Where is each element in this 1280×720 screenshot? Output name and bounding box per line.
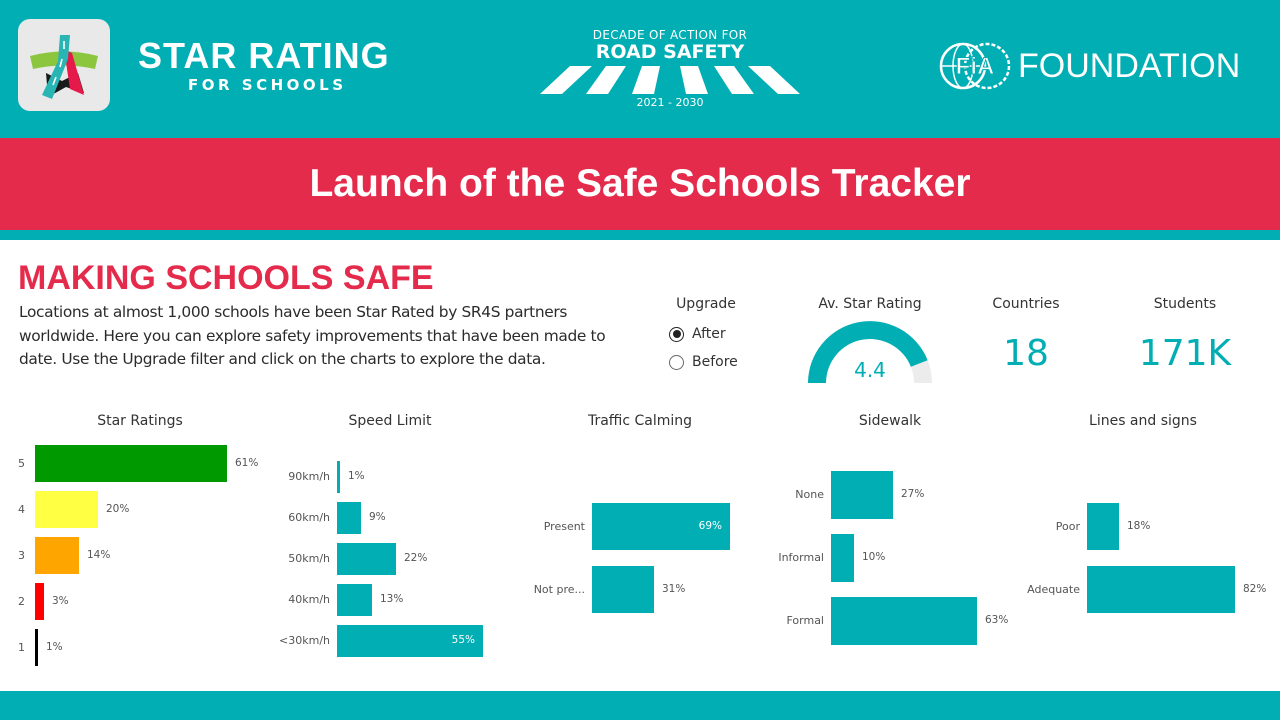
bar-formal[interactable] [831, 597, 977, 645]
bar-60km-h[interactable] [337, 502, 361, 534]
decade-logo-years: 2021 - 2030 [636, 96, 704, 109]
chart-title: Sidewalk [858, 413, 922, 429]
option-label: Before [692, 354, 738, 370]
value-label: 69% [698, 519, 722, 532]
bar-90km-h[interactable] [337, 461, 340, 493]
value-label: 13% [380, 593, 404, 605]
fia-globe-logo [937, 41, 1013, 95]
value-label: 20% [106, 502, 130, 515]
category-label: Present [543, 519, 585, 533]
upgrade-option-after[interactable] [669, 326, 726, 342]
globe-icon [937, 41, 1013, 91]
chart-title: Traffic Calming [587, 413, 693, 429]
decade-logo-main: ROAD SAFETY [595, 41, 745, 63]
category-label: 90km/h [288, 470, 330, 483]
value-label: 14% [87, 548, 111, 561]
divider-strip [0, 230, 1280, 240]
countries-label: Countries [992, 296, 1060, 312]
value-label: 31% [662, 582, 686, 595]
category-label: 4 [18, 502, 25, 516]
option-label: After [692, 326, 726, 342]
star-rating-logo-title: STAR RATING [138, 35, 390, 76]
svg-text:FiA: FiA [955, 53, 995, 80]
value-label: 61% [235, 456, 259, 469]
value-label: 1% [348, 470, 365, 482]
category-label: 3 [18, 548, 25, 562]
star-rating-app-logo [18, 19, 110, 111]
students-label: Students [1153, 296, 1217, 312]
page-heading: MAKING SCHOOLS SAFE [18, 259, 434, 297]
value-label: 3% [52, 594, 69, 607]
avg-star-rating-value: 4.4 [854, 358, 886, 382]
bar-4[interactable] [35, 491, 98, 528]
value-label: 9% [369, 511, 386, 523]
intro-paragraph: Locations at almost 1,000 schools have been Star Rated by SR4S partners worldwide. Here you can explore safety improvements that have been made to date. Use the Upgrade filter and click on the charts to explore the data. [19, 303, 606, 368]
crosswalk-stripes-icon [540, 66, 800, 96]
chart-title: Lines and signs [1089, 413, 1197, 429]
upgrade-option-before[interactable] [669, 354, 738, 370]
countries-value: 18 [1003, 333, 1049, 374]
decade-logo-top: DECADE OF ACTION FOR [592, 28, 748, 42]
value-label: 18% [1127, 519, 1151, 532]
value-label: 10% [862, 551, 886, 563]
category-label: 2 [18, 594, 25, 608]
footer-band [0, 691, 1280, 720]
star-rating-logo-subtitle: FOR SCHOOLS [188, 76, 347, 94]
category-label: Poor [1055, 519, 1080, 533]
value-label: 22% [404, 552, 428, 564]
radio-unselected-icon[interactable] [669, 355, 684, 370]
bar-3[interactable] [35, 537, 79, 574]
value-label: 82% [1243, 582, 1267, 595]
category-label: 5 [18, 456, 25, 470]
category-label: Adequate [1027, 582, 1080, 596]
category-label: Informal [778, 551, 824, 564]
value-label: 63% [985, 614, 1009, 626]
bar-2[interactable] [35, 583, 44, 620]
category-label: <30km/h [279, 634, 330, 647]
category-label: 50km/h [288, 552, 330, 565]
value-label: 1% [46, 640, 63, 653]
bar-5[interactable] [35, 445, 227, 482]
bar-not-pre-[interactable] [592, 566, 654, 613]
category-label: Not pre... [533, 582, 585, 596]
category-label: 1 [18, 640, 25, 654]
bar-50km-h[interactable] [337, 543, 396, 575]
upgrade-filter-label: Upgrade [676, 296, 736, 312]
star-road-icon [18, 19, 110, 111]
bar-poor[interactable] [1087, 503, 1119, 550]
students-value: 171K [1138, 333, 1232, 374]
bar-1[interactable] [35, 629, 38, 666]
bar-informal[interactable] [831, 534, 854, 582]
bar-none[interactable] [831, 471, 893, 519]
banner-title: Launch of the Safe Schools Tracker [309, 162, 971, 205]
bar-adequate[interactable] [1087, 566, 1235, 613]
chart-title: Star Ratings [97, 413, 183, 429]
fia-foundation-wordmark: FOUNDATION [1018, 47, 1241, 85]
radio-selected-icon[interactable] [669, 327, 684, 342]
category-label: 60km/h [288, 511, 330, 524]
bar-40km-h[interactable] [337, 584, 372, 616]
category-label: None [795, 488, 824, 501]
category-label: Formal [786, 614, 824, 627]
category-label: 40km/h [288, 593, 330, 606]
avg-star-rating-label: Av. Star Rating [818, 296, 922, 312]
value-label: 55% [451, 634, 475, 646]
chart-title: Speed Limit [348, 413, 432, 429]
value-label: 27% [901, 488, 925, 500]
